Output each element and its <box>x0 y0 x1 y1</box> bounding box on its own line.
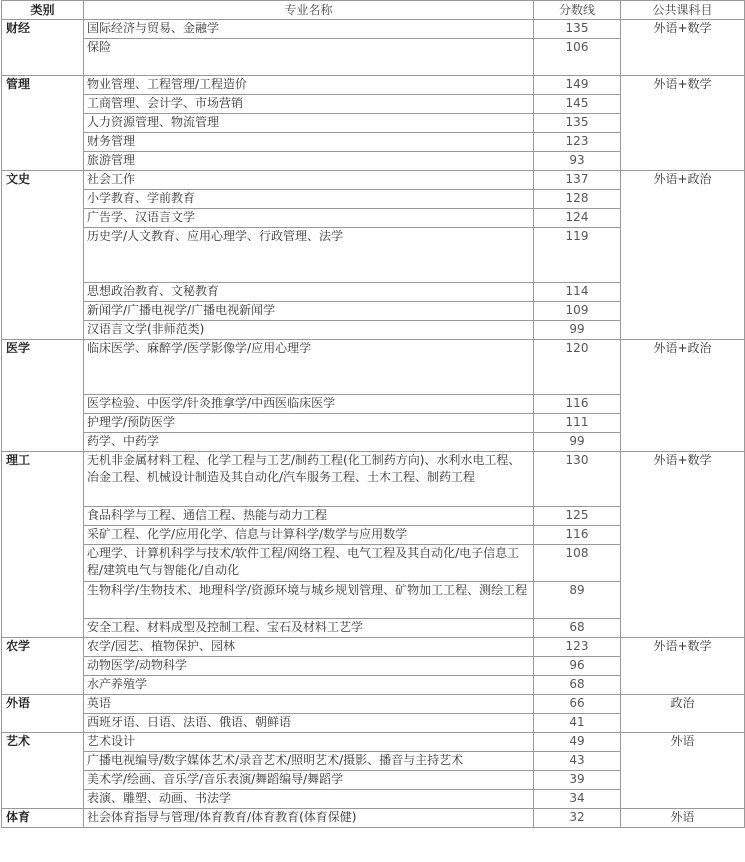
category-cell: 外语 <box>2 695 84 733</box>
score-cell: 108 <box>534 545 621 582</box>
score-cell: 93 <box>534 152 621 171</box>
score-cell: 116 <box>534 526 621 545</box>
header-score: 分数线 <box>534 1 621 20</box>
category-cell: 理工 <box>2 452 84 638</box>
major-cell: 护理学/预防医学 <box>84 414 534 433</box>
major-cell: 历史学/人文教育、应用心理学、行政管理、法学 <box>84 228 534 283</box>
score-cell: 39 <box>534 771 621 790</box>
major-cell: 无机非金属材料工程、化学工程与工艺/制药工程(化工制药方向)、水利水电工程、冶金工程、机械设计制造及其自动化/汽车服务工程、土木工程、制药工程 <box>84 452 534 507</box>
score-cell: 99 <box>534 433 621 452</box>
major-cell: 安全工程、材料成型及控制工程、宝石及材料工艺学 <box>84 619 534 638</box>
table-row <box>2 809 745 828</box>
table-row <box>2 76 745 95</box>
score-cell: 123 <box>534 133 621 152</box>
subjects-cell: 外语+政治 <box>621 340 745 452</box>
table-body <box>2 20 745 828</box>
table-row <box>2 171 745 190</box>
score-cell: 116 <box>534 395 621 414</box>
major-cell: 财务管理 <box>84 133 534 152</box>
score-cell: 106 <box>534 39 621 76</box>
score-cell: 99 <box>534 321 621 340</box>
major-cell: 物业管理、工程管理/工程造价 <box>84 76 534 95</box>
score-cell: 130 <box>534 452 621 507</box>
category-cell: 财经 <box>2 20 84 76</box>
subjects-cell: 外语+数学 <box>621 76 745 171</box>
table-row <box>2 452 745 507</box>
score-cell: 68 <box>534 676 621 695</box>
score-cell: 135 <box>534 114 621 133</box>
header-category: 类别 <box>2 1 84 20</box>
major-cell: 英语 <box>84 695 534 714</box>
score-cell: 111 <box>534 414 621 433</box>
major-cell: 工商管理、会计学、市场营销 <box>84 95 534 114</box>
major-cell: 美术学/绘画、音乐学/音乐表演/舞蹈编导/舞蹈学 <box>84 771 534 790</box>
score-cell: 89 <box>534 582 621 619</box>
score-cell: 123 <box>534 638 621 657</box>
major-cell: 水产养殖学 <box>84 676 534 695</box>
table-row <box>2 20 745 39</box>
subjects-cell: 外语+数学 <box>621 452 745 638</box>
major-cell: 广播电视编导/数字媒体艺术/录音艺术/照明艺术/摄影、播音与主持艺术 <box>84 752 534 771</box>
major-cell: 汉语言文学(非师范类) <box>84 321 534 340</box>
score-cell: 49 <box>534 733 621 752</box>
major-cell: 心理学、计算机科学与技术/软件工程/网络工程、电气工程及其自动化/电子信息工程/建筑电气与智能化/自动化 <box>84 545 534 582</box>
score-cell: 68 <box>534 619 621 638</box>
major-cell: 社会体育指导与管理/体育教育/体育教育(体育保健) <box>84 809 534 828</box>
major-cell: 小学教育、学前教育 <box>84 190 534 209</box>
major-cell: 医学检验、中医学/针灸推拿学/中西医临床医学 <box>84 395 534 414</box>
score-cell: 34 <box>534 790 621 809</box>
score-cell: 43 <box>534 752 621 771</box>
table-row <box>2 695 745 714</box>
subjects-cell: 政治 <box>621 695 745 733</box>
score-cell: 149 <box>534 76 621 95</box>
major-cell: 旅游管理 <box>84 152 534 171</box>
score-cell: 119 <box>534 228 621 283</box>
category-cell: 医学 <box>2 340 84 452</box>
category-cell: 管理 <box>2 76 84 171</box>
score-cell: 120 <box>534 340 621 395</box>
subjects-cell: 外语+数学 <box>621 20 745 76</box>
table-row <box>2 638 745 657</box>
category-cell: 体育 <box>2 809 84 828</box>
score-cell: 128 <box>534 190 621 209</box>
major-cell: 社会工作 <box>84 171 534 190</box>
subjects-cell: 外语 <box>621 733 745 809</box>
major-cell: 农学/园艺、植物保护、园林 <box>84 638 534 657</box>
table-row <box>2 340 745 395</box>
score-table <box>1 0 745 828</box>
subjects-cell: 外语+数学 <box>621 638 745 695</box>
header-major: 专业名称 <box>84 1 534 20</box>
score-cell: 96 <box>534 657 621 676</box>
major-cell: 西班牙语、日语、法语、俄语、朝鲜语 <box>84 714 534 733</box>
table-row <box>2 733 745 752</box>
major-cell: 药学、中药学 <box>84 433 534 452</box>
major-cell: 国际经济与贸易、金融学 <box>84 20 534 39</box>
header-row <box>2 1 745 20</box>
major-cell: 表演、雕塑、动画、书法学 <box>84 790 534 809</box>
major-cell: 临床医学、麻醉学/医学影像学/应用心理学 <box>84 340 534 395</box>
score-cell: 125 <box>534 507 621 526</box>
major-cell: 采矿工程、化学/应用化学、信息与计算科学/数学与应用数学 <box>84 526 534 545</box>
major-cell: 人力资源管理、物流管理 <box>84 114 534 133</box>
header-subjects: 公共课科目 <box>621 1 745 20</box>
major-cell: 动物医学/动物科学 <box>84 657 534 676</box>
major-cell: 食品科学与工程、通信工程、热能与动力工程 <box>84 507 534 526</box>
major-cell: 思想政治教育、文秘教育 <box>84 283 534 302</box>
score-cell: 32 <box>534 809 621 828</box>
subjects-cell: 外语+政治 <box>621 171 745 340</box>
major-cell: 艺术设计 <box>84 733 534 752</box>
score-cell: 109 <box>534 302 621 321</box>
major-cell: 新闻学/广播电视学/广播电视新闻学 <box>84 302 534 321</box>
category-cell: 文史 <box>2 171 84 340</box>
category-cell: 艺术 <box>2 733 84 809</box>
score-cell: 41 <box>534 714 621 733</box>
major-cell: 保险 <box>84 39 534 76</box>
category-cell: 农学 <box>2 638 84 695</box>
score-cell: 137 <box>534 171 621 190</box>
score-cell: 135 <box>534 20 621 39</box>
score-cell: 145 <box>534 95 621 114</box>
major-cell: 广告学、汉语言文学 <box>84 209 534 228</box>
major-cell: 生物科学/生物技术、地理科学/资源环境与城乡规划管理、矿物加工工程、测绘工程 <box>84 582 534 619</box>
score-cell: 124 <box>534 209 621 228</box>
score-cell: 66 <box>534 695 621 714</box>
score-cell: 114 <box>534 283 621 302</box>
subjects-cell: 外语 <box>621 809 745 828</box>
